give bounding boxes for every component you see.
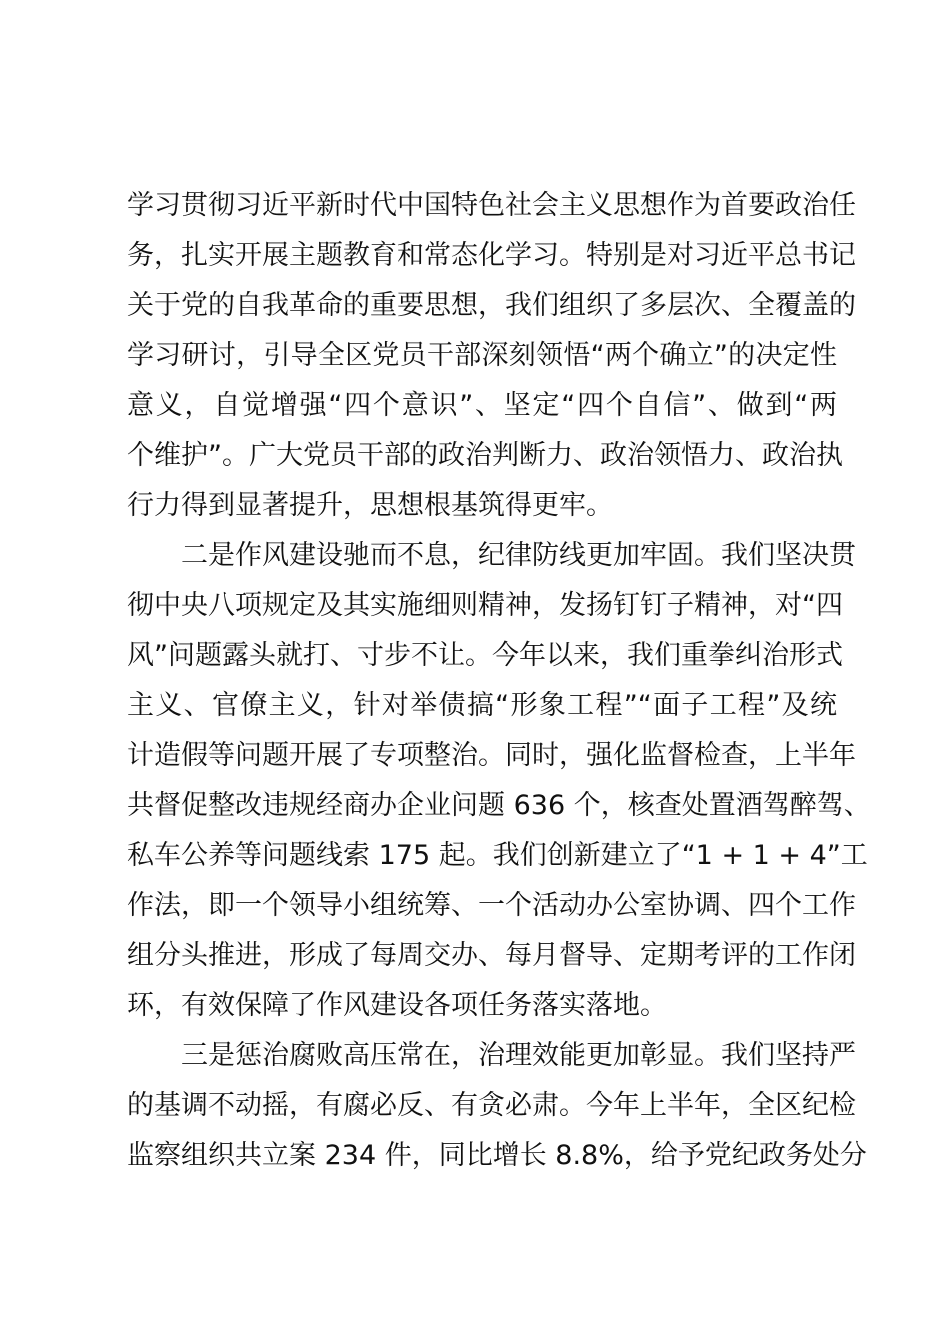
text-line: 共督促整改违规经商办企业问题 636 个，核查处置酒驾醉驾、 (127, 790, 871, 821)
text-line: 务，扎实开展主题教育和常态化学习。特别是对习近平总书记 (127, 240, 856, 271)
text-line: 风”问题露头就打、寸步不让。今年以来，我们重拳纠治形式 (127, 640, 843, 671)
text-line: 关于党的自我革命的重要思想，我们组织了多层次、全覆盖的 (127, 290, 856, 321)
text-line: 私车公养等问题线索 175 起。我们创新建立了“1 + 1 + 4”工 (127, 840, 868, 871)
text-line: 计造假等问题开展了专项整治。同时，强化监督检查，上半年 (127, 740, 856, 771)
text-line: 意义，自觉增强“四个意识”、坚定“四个自信”、做到“两 (127, 390, 837, 421)
text-line: 彻中央八项规定及其实施细则精神，发扬钉钉子精神，对“四 (127, 590, 843, 621)
paragraph-start-line: 三是惩治腐败高压常在，治理效能更加彰显。我们坚持严 (181, 1040, 856, 1071)
text-line: 环，有效保障了作风建设各项任务落实落地。 (127, 990, 667, 1021)
text-line: 学习贯彻习近平新时代中国特色社会主义思想作为首要政治任 (127, 190, 856, 221)
paragraph-start-line: 二是作风建设驰而不息，纪律防线更加牢固。我们坚决贯 (181, 540, 856, 571)
text-line: 的基调不动摇，有腐必反、有贪必肃。今年上半年，全区纪检 (127, 1090, 856, 1121)
text-line: 学习研讨，引导全区党员干部深刻领悟“两个确立”的决定性 (127, 340, 837, 371)
text-line: 监察组织共立案 234 件，同比增长 8.8%，给予党纪政务处分 (127, 1140, 867, 1171)
text-line: 主义、官僚主义，针对举债搞“形象工程”“面子工程”及统 (127, 690, 837, 721)
body-text (127, 181, 871, 1181)
text-line: 个维护”。广大党员干部的政治判断力、政治领悟力、政治执 (127, 440, 843, 471)
text-line: 作法，即一个领导小组统筹、一个活动办公室协调、四个工作 (127, 890, 856, 921)
text-line: 组分头推进，形成了每周交办、每月督导、定期考评的工作闭 (127, 940, 856, 971)
text-line: 行力得到显著提升，思想根基筑得更牢。 (127, 490, 613, 521)
